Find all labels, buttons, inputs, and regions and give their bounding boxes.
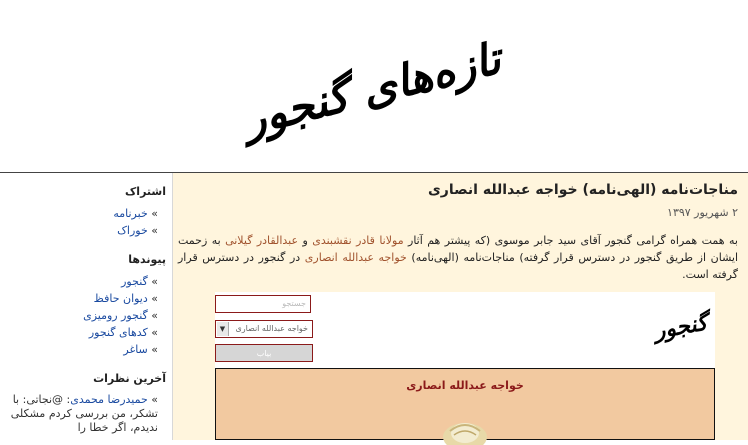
comment-reply-to: @نجاتی [26, 393, 64, 406]
screenshot-poet-panel [215, 368, 715, 440]
comment-author-link[interactable]: حمیدرضا محمدی [70, 393, 148, 406]
post-link-gilani[interactable]: عبدالقادر گیلانی [225, 234, 299, 247]
ganjoor-logo-text: گنجور [652, 309, 710, 345]
site-logo[interactable] [238, 4, 506, 154]
post-text: به همت همراه گرامی گنجور آقای سید جابر موسوی (که پیشتر هم آثار [408, 234, 738, 247]
sidebar-heading-subscribe: اشتراک [125, 185, 166, 198]
sidebar [0, 173, 173, 440]
post-text: در گنجور در دسترس قرار گرفته است. [178, 251, 738, 281]
sidebar-item-ganjoor[interactable]: » گنجور [121, 275, 158, 288]
embedded-screenshot [215, 292, 715, 440]
post-link-ansari[interactable]: خواجه عبدالله انصاری [304, 251, 407, 264]
post-link-qader[interactable]: مولانا قادر نقشبندی [312, 234, 404, 247]
ganjoor-logo [651, 300, 711, 350]
sidebar-item-code[interactable]: » کدهای گنجور [88, 326, 158, 339]
comment-text: با تشکر، من بررسی کردم مشکلی ندیدم، اگر خطا را [10, 393, 158, 434]
post-text: به زحمت ایشان از طریق گنجور در دسترس قرار گرفته) مناجات‌نامه (الهی‌نامه) [178, 234, 739, 264]
sidebar-item-desktop[interactable]: » گنجور رومیزی [83, 309, 158, 322]
sidebar-heading-links: پیوندها [128, 253, 166, 266]
post-title[interactable]: مناجات‌نامه (الهی‌نامه) خواجه عبدالله انصاری [427, 182, 738, 198]
site-header [0, 0, 748, 172]
sidebar-heading-comments: آخرین نظرات [93, 372, 166, 385]
post-body [178, 232, 738, 283]
screenshot-search-input: جستجو [215, 295, 311, 313]
screenshot-panel-title: خواجه عبدالله انصاری [406, 379, 524, 392]
poet-portrait-image [438, 415, 492, 445]
sidebar-item-hafez[interactable]: » دیوان حافظ [93, 292, 158, 305]
post-date: ۲ شهریور ۱۳۹۷ [667, 206, 738, 219]
sidebar-item-feed[interactable]: » خوراک [117, 224, 158, 237]
post-text: و [302, 234, 308, 247]
recent-comment: » حمیدرضا محمدی: @نجاتی: با تشکر، من بررسی کردم مشکلی ندیدم، اگر خطا را [10, 393, 158, 434]
sidebar-item-newsletter[interactable]: » خبرنامه [113, 207, 158, 220]
screenshot-search-button: بیاب [215, 344, 313, 362]
site-logo-text: تازه‌های گنجور [238, 33, 506, 147]
screenshot-select-value: خواجه عبدالله انصاری [235, 324, 308, 333]
screenshot-poet-select [215, 320, 313, 338]
sidebar-item-saghar[interactable]: » ساغر [123, 343, 158, 356]
chevron-down-icon: ▼ [217, 322, 229, 336]
